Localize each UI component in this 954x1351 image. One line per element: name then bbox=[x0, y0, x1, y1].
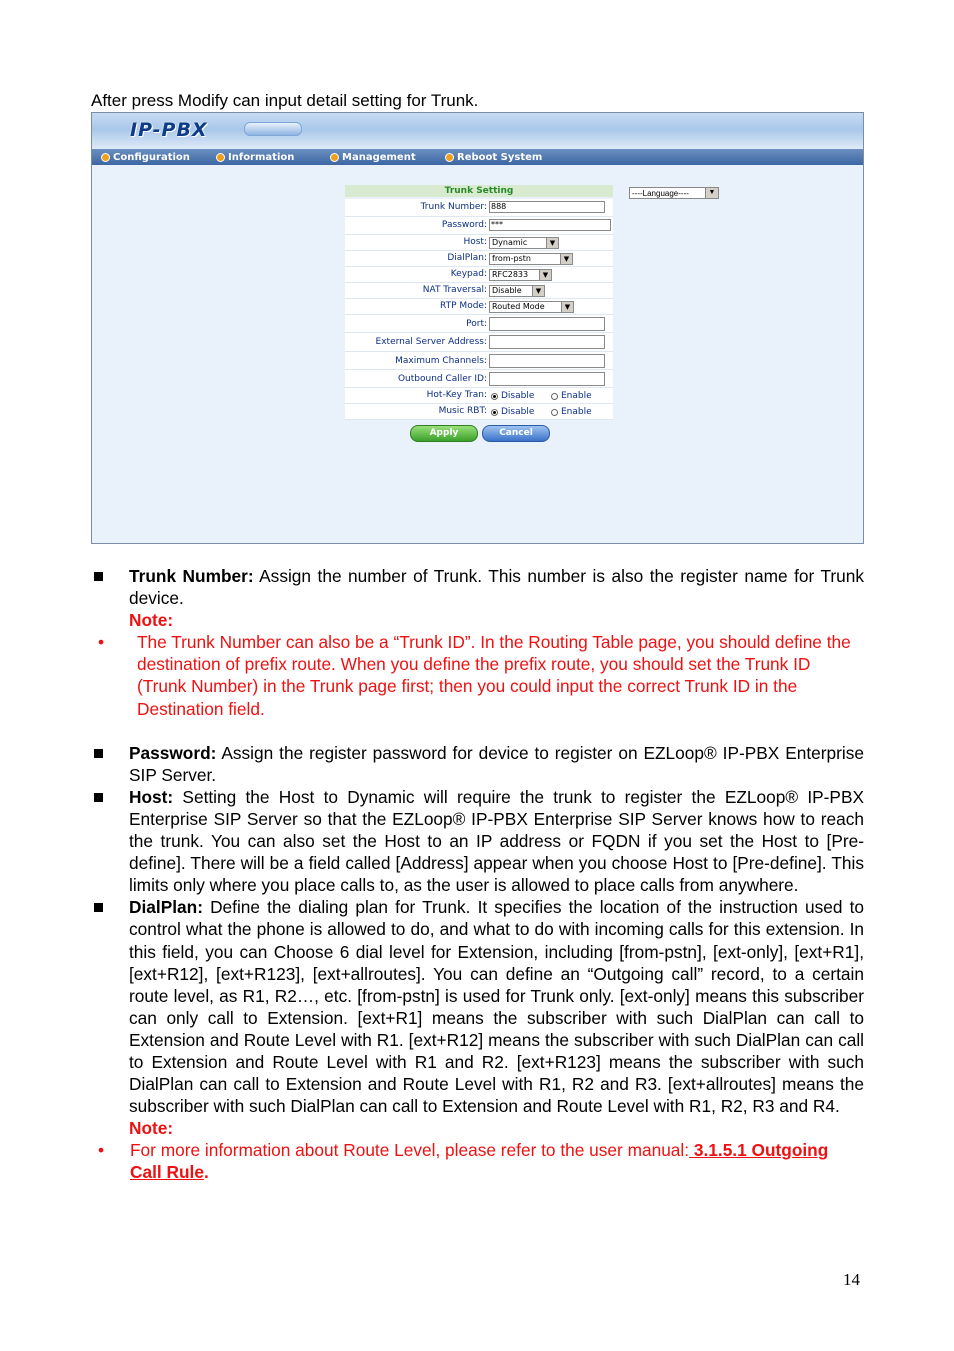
nat-traversal-select[interactable] bbox=[489, 285, 545, 297]
field-label: NAT Traversal: bbox=[422, 285, 487, 295]
bullet-dot-icon: • bbox=[98, 632, 105, 653]
item-text: Assign the number of Trunk. This number is also the register name for Trunk device. bbox=[129, 566, 864, 609]
bullet-icon bbox=[445, 153, 454, 162]
square-bullet-icon bbox=[94, 793, 103, 802]
row-port bbox=[345, 315, 613, 333]
menu-label: Information bbox=[228, 151, 295, 163]
field-label: Keypad: bbox=[450, 269, 487, 279]
field-label: Outbound Caller ID: bbox=[397, 374, 487, 384]
square-bullet-icon bbox=[94, 572, 103, 581]
row-maximum-channels bbox=[345, 352, 613, 370]
item-heading: DialPlan: bbox=[129, 897, 203, 918]
trunk-number-input[interactable]: 888 bbox=[489, 201, 605, 213]
logo-decoration bbox=[244, 122, 302, 136]
note-end: . bbox=[203, 1162, 209, 1183]
field-label: Password: bbox=[441, 220, 487, 230]
row-password bbox=[345, 217, 613, 235]
radio-icon bbox=[551, 393, 558, 400]
select-value: RFC2833 bbox=[492, 270, 529, 279]
apply-button[interactable]: Apply bbox=[410, 425, 478, 442]
row-outbound-caller-id bbox=[345, 370, 613, 388]
language-select[interactable] bbox=[629, 187, 719, 199]
field-label: Hot-Key Tran: bbox=[426, 390, 487, 400]
password-input[interactable]: *** bbox=[489, 219, 611, 231]
intro-text: After press Modify can input detail setting for Trunk. bbox=[91, 91, 479, 110]
cancel-button[interactable]: Cancel bbox=[482, 425, 550, 442]
item-heading: Trunk Number: bbox=[129, 566, 254, 586]
dialplan-select[interactable] bbox=[489, 253, 573, 265]
note-bullet bbox=[91, 631, 864, 719]
radio-selected-icon bbox=[491, 393, 498, 400]
music-rbt-disable-radio[interactable] bbox=[491, 407, 534, 417]
bullet-icon bbox=[101, 153, 110, 162]
host-select[interactable] bbox=[489, 237, 559, 249]
outbound-caller-id-input[interactable] bbox=[489, 372, 605, 386]
select-value: Disable bbox=[492, 286, 522, 295]
row-trunk-number bbox=[345, 199, 613, 217]
square-bullet-icon bbox=[94, 749, 103, 758]
menu-reboot-system[interactable] bbox=[445, 150, 542, 164]
trunk-setting-form bbox=[345, 185, 613, 438]
port-input[interactable] bbox=[489, 317, 605, 331]
hot-key-enable-radio[interactable] bbox=[551, 391, 592, 401]
chevron-down-icon: ▼ bbox=[539, 270, 551, 280]
select-value: Routed Mode bbox=[492, 302, 545, 311]
language-value: ----Language---- bbox=[632, 189, 689, 198]
note-bullet bbox=[91, 1139, 864, 1183]
form-title: Trunk Setting bbox=[345, 185, 613, 197]
rtp-mode-select[interactable] bbox=[489, 301, 574, 313]
menu-information[interactable] bbox=[216, 150, 294, 164]
row-host bbox=[345, 235, 613, 251]
app-banner bbox=[92, 113, 863, 149]
row-keypad bbox=[345, 267, 613, 283]
chevron-down-icon: ▼ bbox=[705, 188, 718, 198]
hot-key-disable-radio[interactable] bbox=[491, 391, 534, 401]
radio-label: Enable bbox=[561, 391, 592, 401]
radio-label: Disable bbox=[501, 391, 535, 401]
external-server-address-input[interactable] bbox=[489, 335, 605, 349]
radio-icon bbox=[551, 409, 558, 416]
maximum-channels-input[interactable] bbox=[489, 354, 605, 368]
radio-label: Disable bbox=[501, 407, 535, 417]
keypad-select[interactable] bbox=[489, 269, 552, 281]
field-label: Host: bbox=[463, 237, 487, 247]
field-label: Port: bbox=[466, 319, 487, 329]
outgoing-call-rule-link[interactable]: 3.1.5.1 Outgoing Call Rule bbox=[130, 1140, 829, 1183]
row-dialplan bbox=[345, 251, 613, 267]
trunk-number-item bbox=[91, 565, 864, 631]
field-label: Maximum Channels: bbox=[395, 356, 487, 366]
row-music-rbt bbox=[345, 404, 613, 420]
ip-pbx-logo: IP-PBX bbox=[130, 119, 208, 141]
note-text: The Trunk Number can also be a “Trunk ID”. In the Routing Table page, you should define the destination of prefix route. When you define the prefix route, you should set the Trunk ID (Trunk Number) in the Trunk page first; then you could input the correct Trunk ID in the Destination field. bbox=[137, 632, 851, 719]
field-label: Trunk Number: bbox=[420, 202, 487, 212]
item-text: Assign the register password for device to register on EZLoop® IP-PBX Enterprise SIP Server. bbox=[129, 742, 864, 785]
menu-management[interactable] bbox=[330, 150, 416, 164]
note-text: For more information about Route Level, please refer to the user manual: bbox=[130, 1140, 690, 1161]
item-text: Define the dialing plan for Trunk. It specifies the location of the instruction used to control what the phone is allowed to do, and what to do with incoming calls for this extension. In this field, you can Choose 6 dial level for Extension, including [from-pstn], [ext-only], [ext+R1], [ext+R12], [ext+R123], [ext+allroutes]. You can define an “Outgoing call” record, to a certain route level, as R1, R2…, etc. [from-pstn] is used for Trunk only. [ext-only] means this subscriber can only call to Extension. [ext+R1] means the subscriber with such DialPlan can call to Extension and Route Level with R1. [ext+R12] means the subscriber with such DialPlan can call to Extension and Route Level with R1 and R2. [ext+R123] means the subscriber with such DialPlan can call to Extension and Route Level with R1, R2 and R3. [ext+allroutes] means the subscriber with such DialPlan can call to Extension and Route Level with R1, R2, R3 and R4. bbox=[129, 897, 864, 1117]
menu-label: Reboot System bbox=[457, 151, 543, 163]
bullet-dot-icon: • bbox=[98, 1140, 105, 1161]
row-rtp-mode bbox=[345, 299, 613, 315]
field-label: RTP Mode: bbox=[440, 301, 487, 311]
chevron-down-icon: ▼ bbox=[560, 254, 572, 264]
item-heading: Password: bbox=[129, 742, 217, 763]
field-label: External Server Address: bbox=[375, 337, 487, 347]
ip-pbx-screenshot bbox=[91, 112, 864, 544]
music-rbt-enable-radio[interactable] bbox=[551, 407, 592, 417]
chevron-down-icon: ▼ bbox=[561, 302, 573, 312]
document-body bbox=[91, 565, 864, 1184]
radio-selected-icon bbox=[491, 409, 498, 416]
bullet-icon bbox=[216, 153, 225, 162]
menu-label: Management bbox=[342, 151, 416, 163]
menu-label: Configuration bbox=[113, 151, 190, 163]
field-label: Music RBT: bbox=[438, 406, 487, 416]
host-item bbox=[91, 786, 864, 896]
select-value: from-pstn bbox=[492, 254, 531, 263]
item-text: Setting the Host to Dynamic will require the trunk to register the EZLoop® IP-PBX Enterprise SIP Server so that the EZLoop® IP-PBX Enterprise SIP Server knows how to reach the trunk. You can also set the Host to an IP address or FQDN if you set the Host to [Pre-define]. There will be a field called [Address] appear when you choose Host to [Pre-define]. This limits only where you place calls to, as the user is allowed to place calls from anywhere. bbox=[129, 786, 864, 896]
password-item bbox=[91, 742, 864, 786]
select-value: Dynamic bbox=[492, 238, 528, 247]
chevron-down-icon: ▼ bbox=[546, 238, 558, 248]
item-heading: Host: bbox=[129, 786, 174, 807]
row-nat-traversal bbox=[345, 283, 613, 299]
row-hot-key-tran bbox=[345, 388, 613, 404]
page-number: 14 bbox=[843, 1270, 860, 1289]
row-external-server-address bbox=[345, 333, 613, 352]
menu-configuration[interactable] bbox=[101, 150, 190, 164]
note-label: Note: bbox=[129, 1118, 174, 1139]
bullet-icon bbox=[330, 153, 339, 162]
radio-label: Enable bbox=[561, 407, 592, 417]
note-label: Note: bbox=[129, 610, 174, 631]
square-bullet-icon bbox=[94, 903, 103, 912]
chevron-down-icon: ▼ bbox=[532, 286, 544, 296]
dialplan-item bbox=[91, 896, 864, 1139]
field-label: DialPlan: bbox=[447, 253, 487, 263]
